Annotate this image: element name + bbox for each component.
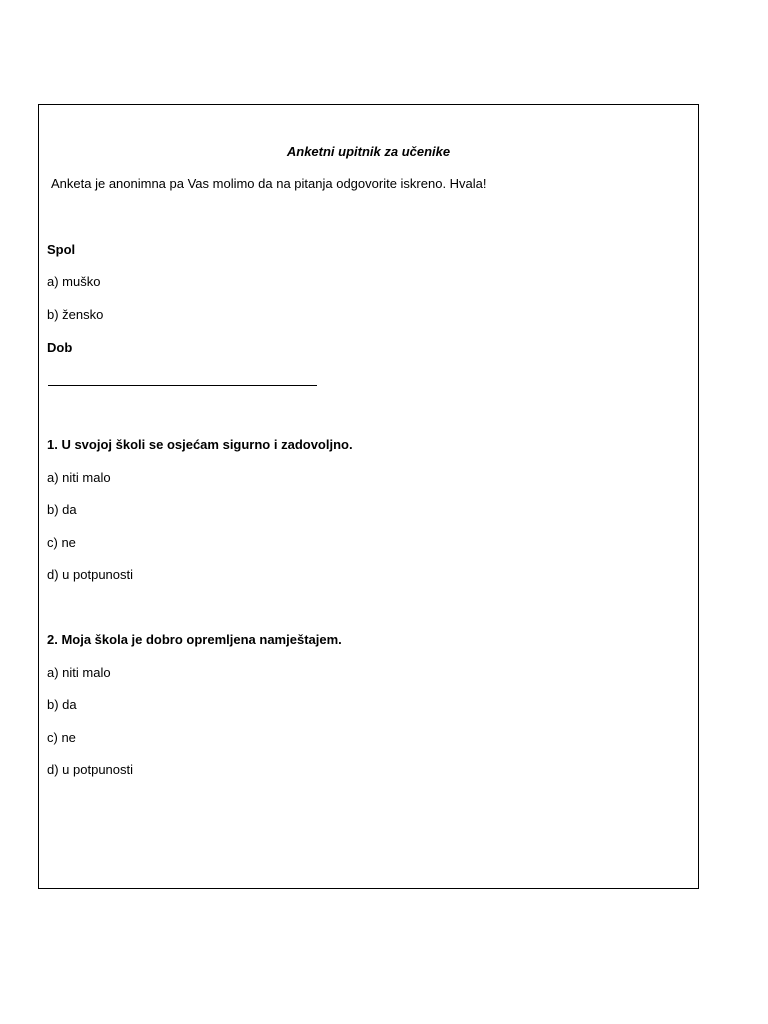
question-1-option-a: a) niti malo [47,470,111,485]
question-1-option-d: d) u potpunosti [47,567,134,582]
document-title: Anketni upitnik za učenike [286,144,451,159]
age-answer-line [48,385,317,386]
question-2-option-a: a) niti malo [47,665,111,680]
question-1-option-b: b) da [47,502,77,517]
gender-label: Spol [47,242,76,257]
question-2-option-b: b) da [47,697,77,712]
age-label: Dob [47,340,73,355]
intro-text: Anketa je anonimna pa Vas molimo da na pitanja odgovorite iskreno. Hvala! [51,176,487,191]
question-2-text: 2. Moja škola je dobro opremljena namještajem. [47,632,342,647]
questionnaire-frame [38,104,699,889]
question-2-option-d: d) u potpunosti [47,762,134,777]
gender-option-male: a) muško [47,274,101,289]
question-2-option-c: c) ne [47,730,76,745]
question-1-option-c: c) ne [47,535,76,550]
gender-option-female: b) žensko [47,307,104,322]
question-1-text: 1. U svojoj školi se osjećam sigurno i zadovoljno. [47,437,353,452]
